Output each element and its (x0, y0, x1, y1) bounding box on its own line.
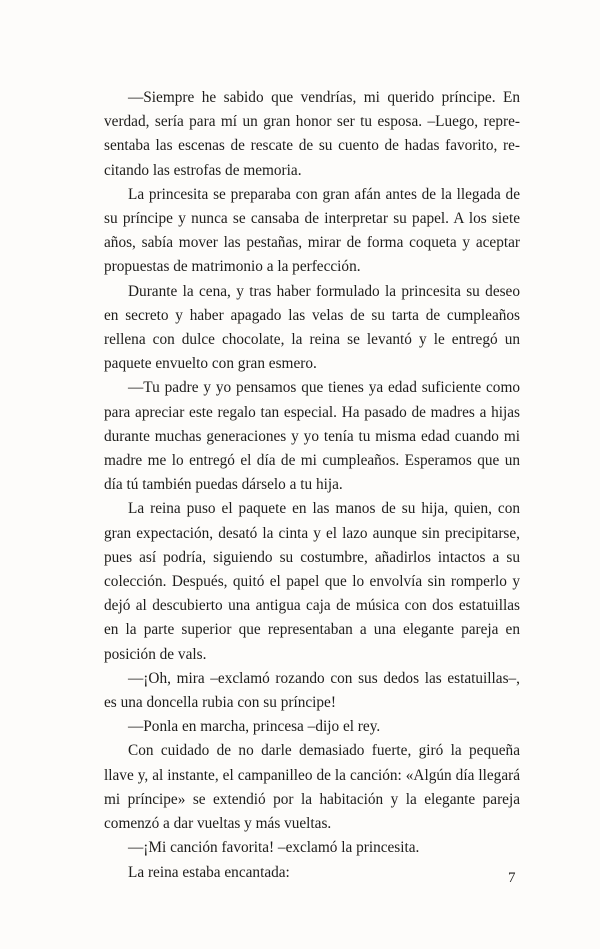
paragraph: —¡Mi canción favorita! –exclamó la princesita. (128, 839, 420, 857)
paragraph: La princesita se preparaba con gran afán antes de la llegada de su príncipe y nunca se cansaba de interpretar su papel. A los siete años, sabía mover las pestañas, mirar de forma coqueta y aceptar propuestas de matrimonio a la perfección. (104, 185, 520, 276)
paragraph: Con cuidado de no darle demasiado fuerte, giró la pequeña llave y, al instante, el campanilleo de la canción: «Algún día llegará mi príncipe» se extendió por la habitación y la elegante pareja comenzó a dar vueltas y más vueltas. (104, 742, 520, 833)
paragraph: —¡Oh, mira –exclamó rozando con sus dedos las estatuillas–, es una doncella rubia con su príncipe! (104, 669, 520, 712)
paragraph: La reina puso el paquete en las manos de su hija, quien, con gran expectación, desató la cinta y el lazo aunque sin precipitarse, pues así podría, siguiendo su costumbre, añadirlos intactos a su colección. Después, quitó el papel que lo envolvía sin romperlo y dejó al descubierto una antigua caja de música con dos estatuillas en la parte superior que representaban a una elegante pareja en posición de vals. (104, 500, 520, 663)
page-number: 7 (508, 870, 516, 886)
paragraph: —Tu padre y yo pensamos que tienes ya edad suficiente como para apreciar este regalo tan especial. Ha pasado de madres a hijas durante muchas generaciones y yo tenía tu misma edad cuando mi madre me lo entregó el día de mi cumpleaños. Esperamos que un día tú también puedas dárselo a tu hija. (104, 379, 520, 494)
paragraph: —Ponla en marcha, princesa –dijo el rey. (128, 718, 381, 736)
paragraph: La reina estaba encantada: (128, 863, 290, 881)
paragraph: —Siempre he sabido que vendrías, mi querido príncipe. En verdad, sería para mí un gran honor ser tu esposa. –Luego, representaba las escenas de rescate de su cuento de hadas favorito, recitando las estrofas de memoria. (104, 89, 520, 179)
paragraph: Durante la cena, y tras haber formulado la princesita su deseo en secreto y haber apagado las velas de su tarta de cumpleaños rellena con dulce chocolate, la reina se levantó y le entregó un paquete envuelto con gran esmero. (104, 282, 520, 373)
body-text (104, 86, 520, 885)
